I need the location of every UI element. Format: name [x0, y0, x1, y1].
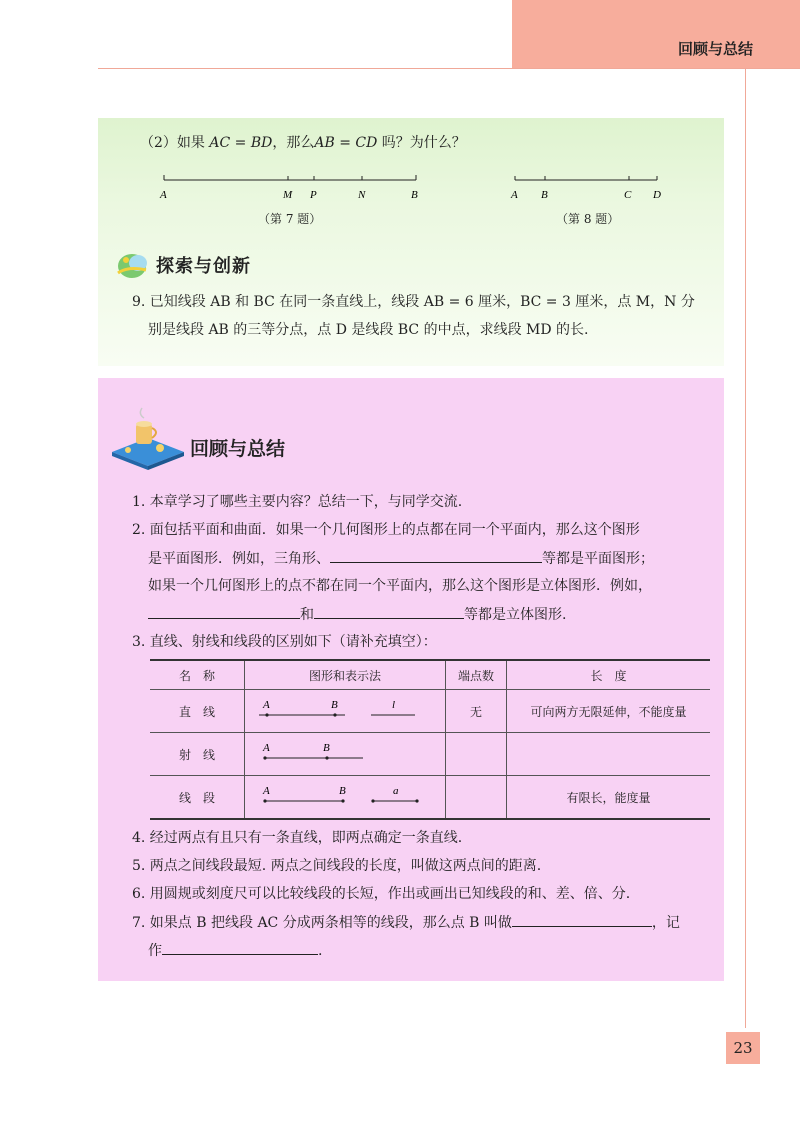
- explore-section-title: 探索与创新: [156, 256, 251, 277]
- svg-text:B: B: [339, 784, 346, 797]
- page-number: 23: [726, 1032, 760, 1064]
- segment-figure: [245, 779, 445, 813]
- point-label: B: [541, 189, 548, 201]
- summary-item-7-line-1: 7. 如果点 B 把线段 AC 分成两条相等的线段，那么点 B 叫做 ，记: [132, 910, 680, 935]
- point-label: C: [624, 189, 632, 201]
- running-header-title: 回顾与总结: [678, 40, 754, 58]
- explore-icon: [112, 246, 156, 282]
- svg-text:B: B: [331, 698, 338, 711]
- summary-item-7-line-2: 作 .: [148, 938, 322, 963]
- header-tab: [512, 0, 800, 68]
- summary-item-4: 4. 经过两点有且只有一条直线，即两点确定一条直线.: [132, 830, 463, 846]
- figure-8-diagram: [500, 170, 680, 210]
- table-cell-endpoints-blank[interactable]: [446, 776, 507, 820]
- summary-item-2-line-2: 是平面图形．例如，三角形、 等都是平面图形；: [148, 546, 654, 571]
- book-cup-icon: [108, 404, 188, 474]
- point-label: P: [310, 189, 317, 201]
- table-cell-length-blank[interactable]: [507, 733, 711, 776]
- table-cell-figure: [245, 776, 446, 820]
- table-cell-endpoints: 无: [446, 690, 507, 733]
- summary-item-2-line-1: 2. 面包括平面和曲面．如果一个几何图形上的点都在同一个平面内，那么这个图形: [132, 522, 640, 538]
- point-label: A: [160, 189, 167, 201]
- table-cell-figure: [245, 733, 446, 776]
- table-row: [150, 733, 710, 776]
- table-cell-length: 可向两方无限延伸，不能度量: [507, 690, 711, 733]
- point-label: A: [511, 189, 518, 201]
- line-figure: [245, 693, 445, 727]
- point-label: D: [653, 189, 661, 201]
- summary-item-5: 5. 两点之间线段最短. 两点之间线段的长度，叫做这两点间的距离.: [132, 858, 542, 874]
- question-7-part-2: （2）如果 AC = BD，那么AB = CD 吗？为什么？: [140, 135, 466, 151]
- figure-8-caption: （第 8 题）: [556, 212, 620, 226]
- svg-text:l: l: [392, 698, 396, 711]
- svg-text:A: A: [263, 698, 270, 711]
- table-cell-name: 线 段: [150, 776, 245, 820]
- fill-blank[interactable]: [314, 602, 464, 619]
- table-cell-name: 射 线: [150, 733, 245, 776]
- point-label: B: [411, 189, 418, 201]
- figure-7-caption: （第 7 题）: [258, 212, 322, 226]
- figure-7-diagram: [150, 170, 440, 210]
- fill-blank[interactable]: [148, 602, 300, 619]
- table-cell-endpoints-blank[interactable]: [446, 733, 507, 776]
- line-ray-segment-table: [150, 659, 710, 820]
- ray-figure: [245, 736, 445, 770]
- point-label: N: [358, 189, 366, 201]
- table-row: [150, 776, 710, 820]
- summary-item-6: 6. 用圆规或刻度尺可以比较线段的长短，作出或画出已知线段的和、差、倍、分.: [132, 886, 631, 902]
- table-header: 名 称: [150, 660, 245, 690]
- fill-blank[interactable]: [330, 546, 542, 563]
- summary-item-2-line-3: 如果一个几何图形上的点不都在同一个平面内，那么这个图形是立体图形．例如，: [148, 578, 652, 594]
- svg-text:A: A: [263, 784, 270, 797]
- fill-blank[interactable]: [162, 938, 318, 955]
- margin-rule: [745, 68, 746, 1028]
- table-cell-figure: [245, 690, 446, 733]
- summary-item-3: 3. 直线、射线和线段的区别如下（请补充填空）：: [132, 634, 437, 650]
- svg-text:B: B: [323, 741, 330, 754]
- table-header: 长 度: [507, 660, 711, 690]
- fill-blank[interactable]: [512, 910, 652, 927]
- question-9-line-2: 别是线段 AB 的三等分点，点 D 是线段 BC 的中点，求线段 MD 的长.: [148, 322, 589, 338]
- summary-item-1: 1. 本章学习了哪些主要内容？总结一下，与同学交流.: [132, 494, 463, 510]
- table-cell-length: 有限长，能度量: [507, 776, 711, 820]
- svg-text:a: a: [393, 784, 399, 797]
- table-header-row: [150, 660, 710, 690]
- point-label: M: [283, 189, 293, 201]
- table-header: 图形和表示法: [245, 660, 446, 690]
- review-section-title: 回顾与总结: [190, 438, 286, 460]
- header-rule: [98, 68, 800, 69]
- table-row: [150, 690, 710, 733]
- table-cell-name: 直 线: [150, 690, 245, 733]
- question-9-line-1: 9. 已知线段 AB 和 BC 在同一条直线上，线段 AB = 6 厘米，BC = 3 厘米，点 M，N 分: [132, 294, 695, 310]
- svg-text:A: A: [263, 741, 270, 754]
- summary-item-2-line-4: 和 等都是立体图形.: [148, 602, 566, 627]
- table-header: 端点数: [446, 660, 507, 690]
